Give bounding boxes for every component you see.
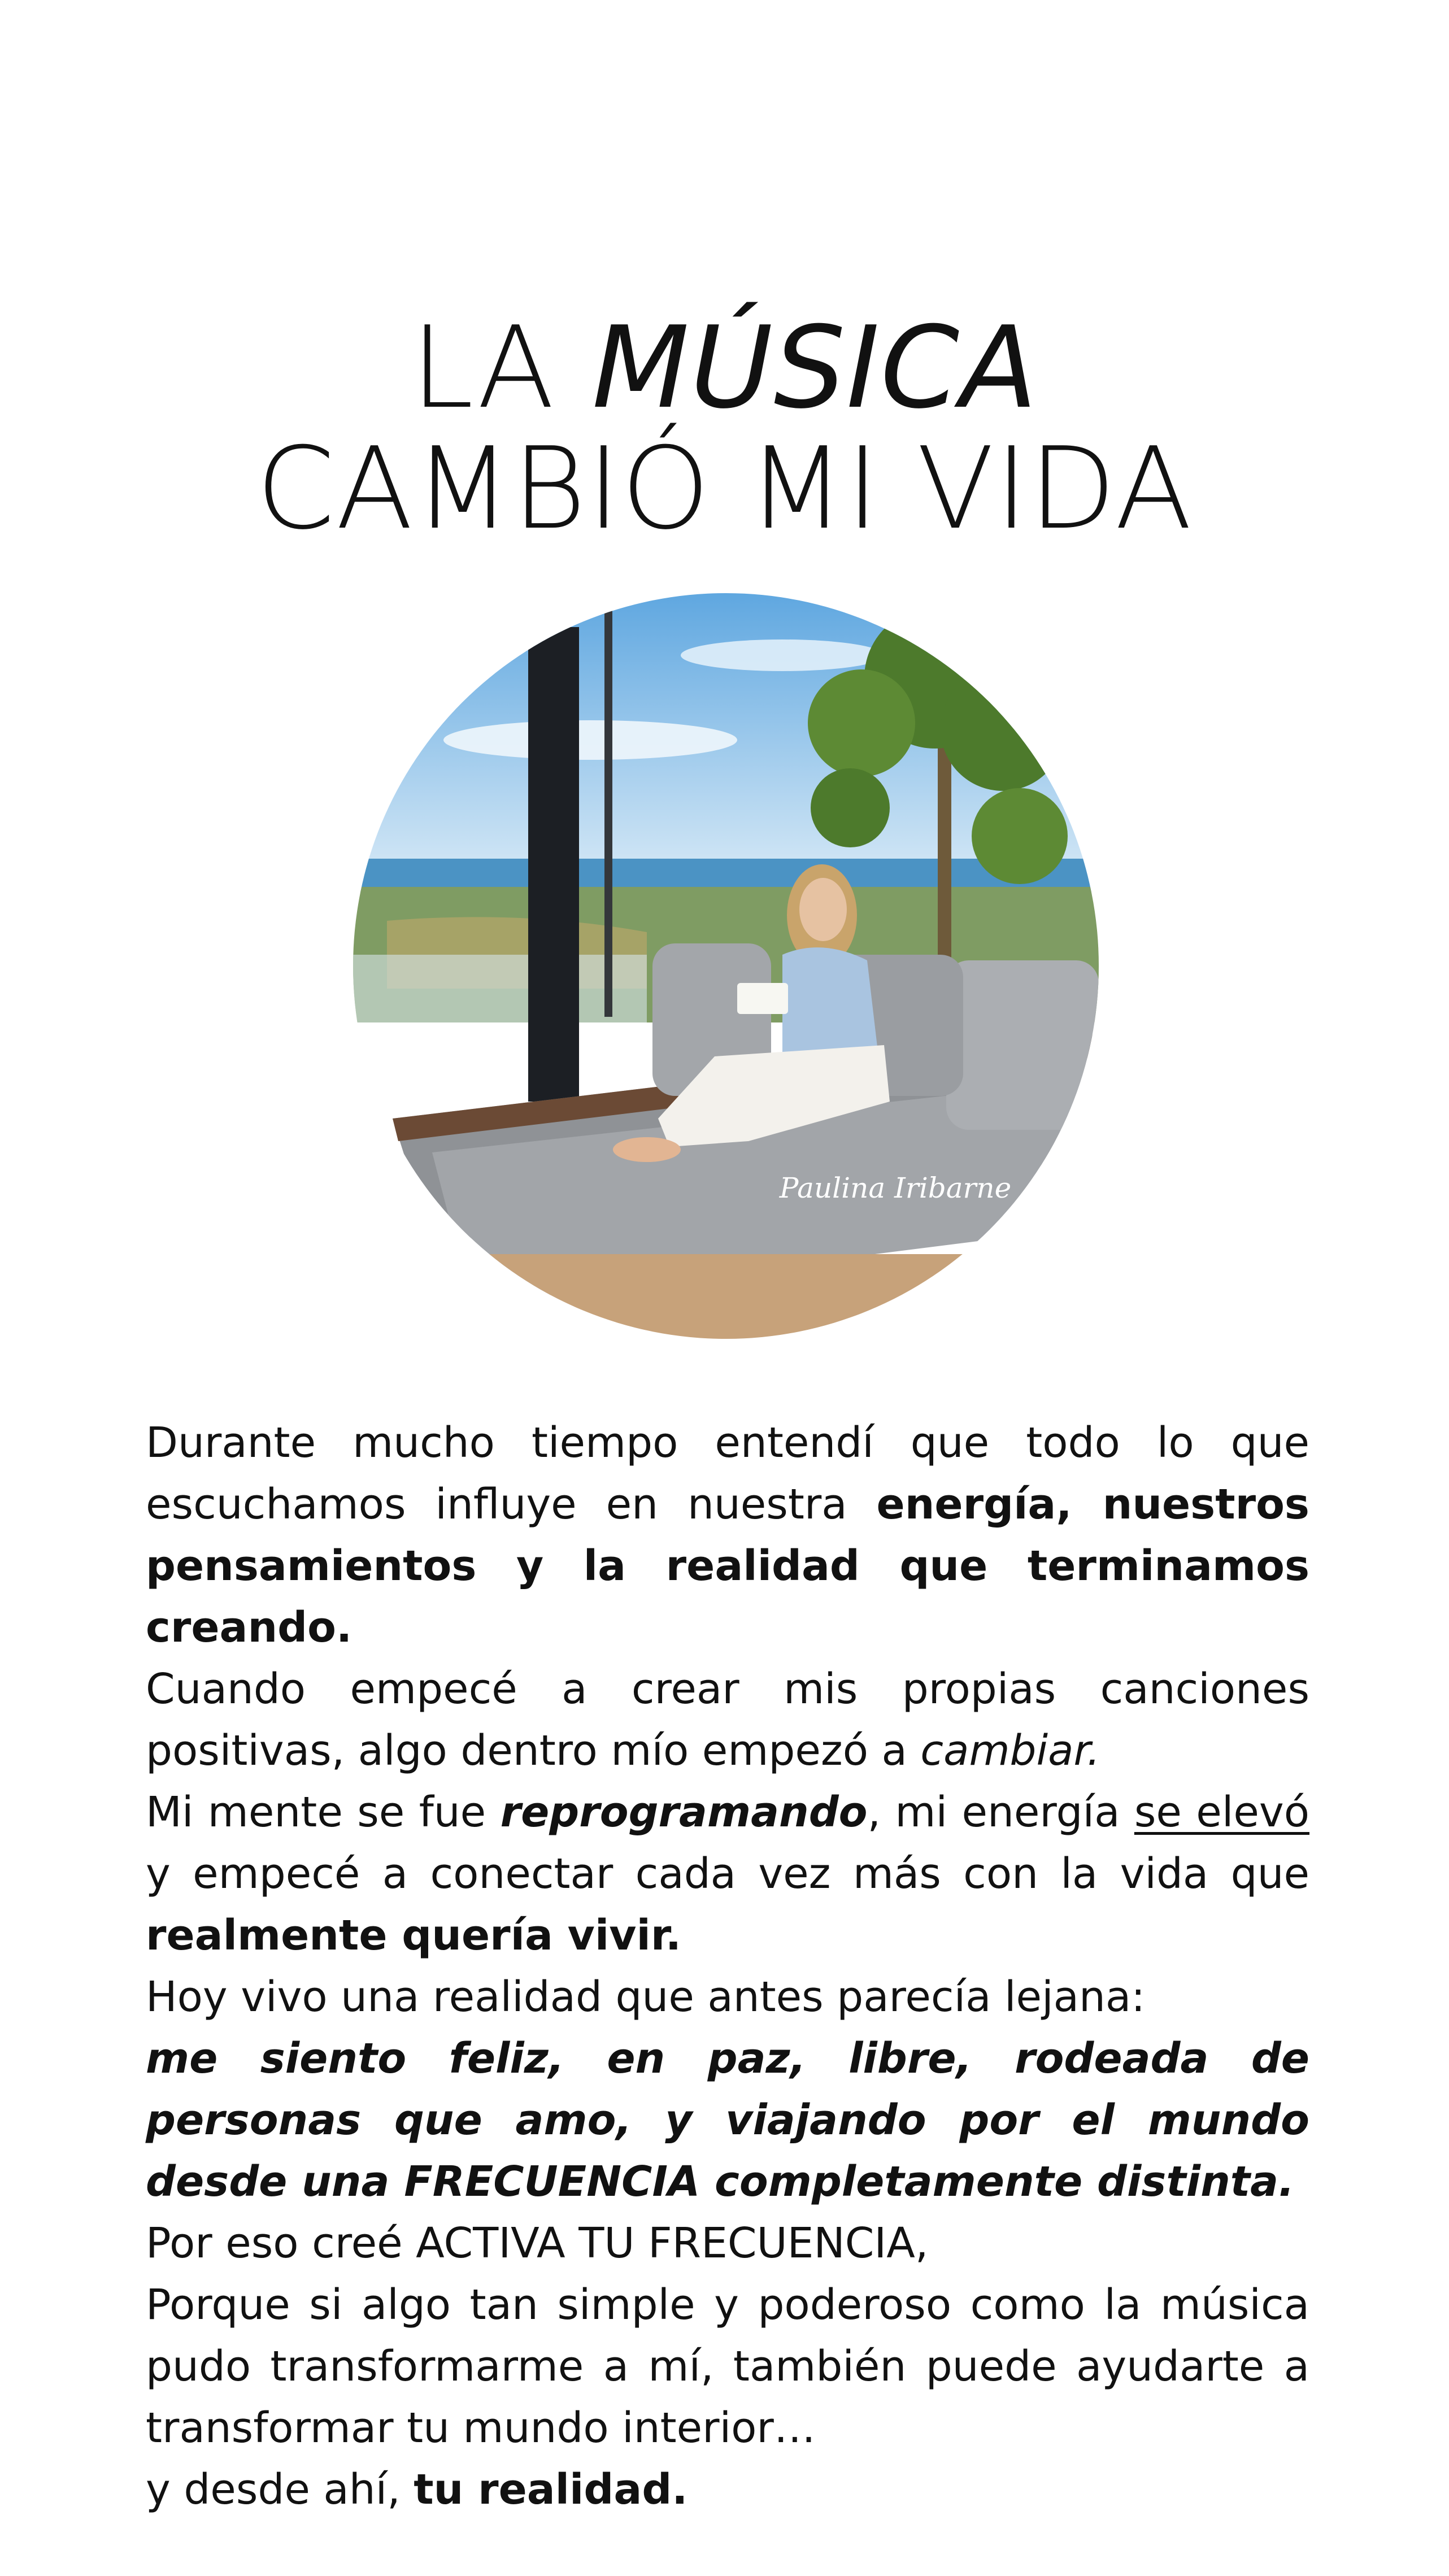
paragraph-8: y desde ahí, tu realidad. — [146, 2465, 688, 2514]
window-post — [528, 627, 579, 1102]
paragraph-4: Hoy vivo una realidad que antes parecía lejana: — [146, 1973, 1146, 2021]
paragraph-6: Por eso creé ACTIVA TU FRECUENCIA, — [146, 2219, 929, 2268]
title-prefix: LA — [411, 302, 555, 434]
paragraph-3: Mi mente se fue reprogramando, mi energía se elevó y empecé a conectar cada vez más con la vida que realmente quería vivir. — [146, 1788, 1309, 1960]
cloud — [443, 720, 737, 760]
paragraph-5: me siento feliz, en paz, libre, rodeada de personas que amo, y viajando por el mundo desde una FRECUENCIA completamente distinta. — [146, 2034, 1309, 2206]
photo-illustration — [353, 593, 1099, 1339]
signature: Paulina Iribarne — [779, 1172, 1012, 1204]
profile-photo — [353, 593, 1099, 1339]
paragraph-1: Durante mucho tiempo entendí que todo lo que escuchamos influye en nuestra energía, nuestros pensamientos y la realidad que terminamos creando. — [146, 1418, 1309, 1652]
title-emphasis: MÚSICA — [591, 302, 1038, 434]
title-line-1 — [0, 302, 1449, 434]
paragraph-2: Cuando empecé a crear mis propias canciones positivas, algo dentro mío empezó a cambiar. — [146, 1665, 1309, 1775]
wood-table — [353, 1254, 1099, 1339]
paragraph-7: Porque si algo tan simple y poderoso como la música pudo transformarme a mí, también puede ayudarte a transformar tu mundo interior… — [146, 2281, 1309, 2452]
railing-glass — [353, 955, 647, 1022]
page-title — [0, 302, 1449, 555]
cloud — [681, 639, 884, 671]
title-line-2: CAMBIÓ MI VIDA — [256, 423, 1193, 555]
body-text — [146, 1412, 1309, 2521]
chain — [604, 610, 612, 1017]
